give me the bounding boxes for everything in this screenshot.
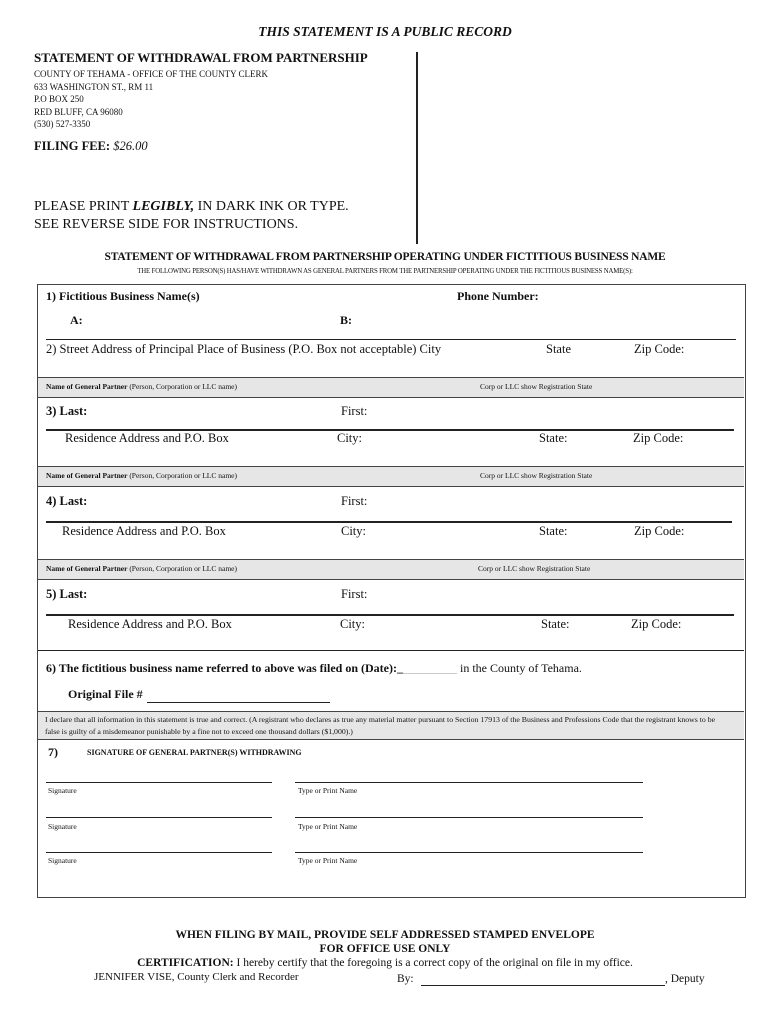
divider	[38, 650, 744, 651]
print-name-line[interactable]	[295, 852, 643, 853]
public-record-notice: THIS STATEMENT IS A PUBLIC RECORD	[258, 24, 512, 39]
print-name-line[interactable]	[295, 782, 643, 783]
partner-zip[interactable]: Zip Code:	[633, 431, 684, 445]
partner-last-name[interactable]: 4) Last:	[46, 494, 88, 508]
form-title: STATEMENT OF WITHDRAWAL FROM PARTNERSHIP	[34, 50, 368, 65]
filed-date-blank: _________	[402, 661, 457, 675]
partner-first-name[interactable]: First:	[341, 494, 368, 508]
partner-state[interactable]: State:	[539, 524, 568, 538]
residence-address[interactable]: Residence Address and P.O. Box	[62, 524, 226, 538]
partner-zip[interactable]: Zip Code:	[631, 617, 682, 631]
declaration-band	[38, 711, 744, 740]
print-name-caption: Type or Print Name	[298, 856, 358, 865]
section-subtitle: THE FOLLOWING PERSON(S) HAS/HAVE WITHDRAWN AS GENERAL PARTNERS FROM THE PARTNERSHIP OPERATING UNDER THE FICTITIOUS BUSINESS NAME(S):	[137, 268, 633, 275]
partner-band-left: Name of General Partner (Person, Corporation or LLC name)	[46, 471, 237, 480]
signature-caption: Signature	[48, 786, 77, 795]
instr-text: PLEASE PRINT	[34, 199, 133, 214]
residence-address[interactable]: Residence Address and P.O. Box	[68, 617, 232, 631]
zip-label[interactable]: Zip Code:	[634, 342, 685, 356]
partner-band	[38, 559, 744, 580]
field-line	[46, 614, 734, 616]
partner-band-right: Corp or LLC show Registration State	[478, 564, 591, 573]
business-name-a[interactable]: A:	[70, 313, 83, 327]
partner-first-name[interactable]: First:	[341, 404, 368, 418]
instr-text: IN DARK INK OR TYPE.	[194, 199, 349, 214]
original-file-label: Original File #	[68, 687, 143, 701]
signature-line[interactable]	[46, 817, 272, 818]
signature-caption: Signature	[48, 856, 77, 865]
partner-band-left: Name of General Partner (Person, Corporation or LLC name)	[46, 564, 237, 573]
partner-city[interactable]: City:	[340, 617, 366, 631]
clerk-name: JENNIFER VISE, County Clerk and Recorder	[94, 971, 299, 983]
signature-section-label: SIGNATURE OF GENERAL PARTNER(S) WITHDRAWING	[87, 748, 302, 757]
phone-label: Phone Number:	[457, 289, 539, 303]
print-instructions	[34, 199, 349, 215]
partner-city[interactable]: City:	[341, 524, 367, 538]
address-line: COUNTY OF TEHAMA - OFFICE OF THE COUNTY CLERK	[34, 69, 269, 79]
filing-fee	[34, 139, 148, 154]
partner-zip[interactable]: Zip Code:	[634, 524, 685, 538]
filing-fee-value: $26.00	[113, 139, 148, 153]
partner-band-left: Name of General Partner (Person, Corporation or LLC name)	[46, 382, 237, 391]
field-line	[46, 339, 736, 340]
certification	[0, 957, 770, 969]
business-name-label: 1) Fictitious Business Name(s)	[46, 289, 200, 303]
residence-address[interactable]: Residence Address and P.O. Box	[65, 431, 229, 445]
filed-date-text: 6) The fictitious business name referred to above was filed on (Date):_	[46, 661, 403, 675]
partner-state[interactable]: State:	[541, 617, 570, 631]
partner-band	[38, 466, 744, 487]
clerk-address	[34, 68, 268, 131]
instr-legibly: LEGIBLY,	[132, 199, 195, 214]
section-title: STATEMENT OF WITHDRAWAL FROM PARTNERSHIP OPERATING UNDER FICTITIOUS BUSINESS NAME	[104, 251, 666, 263]
declaration-text: I declare that all information in this statement is true and correct. (A registrant who declares as true any material matter pursuant to Section 17913 of the Business and Professions Code that the registrant knows to be false is guilty of a misdemeanor punishable by a fine not to exceed one thousand dollars ($1,000).)	[45, 715, 716, 736]
by-label: By:	[397, 973, 414, 985]
address-line: P.O BOX 250	[34, 94, 84, 104]
filed-date-statement[interactable]	[46, 661, 582, 676]
mail-instruction: WHEN FILING BY MAIL, PROVIDE SELF ADDRESSED STAMPED ENVELOPE	[175, 929, 595, 941]
partner-band	[38, 377, 744, 398]
partner-last-name[interactable]: 5) Last:	[46, 587, 88, 601]
deputy-signature-line[interactable]	[421, 985, 665, 986]
signature-caption: Signature	[48, 822, 77, 831]
partner-state[interactable]: State:	[539, 431, 568, 445]
print-name-caption: Type or Print Name	[298, 786, 358, 795]
header-divider	[416, 52, 418, 244]
partner-band-right: Corp or LLC show Registration State	[480, 382, 593, 391]
office-use-only: FOR OFFICE USE ONLY	[319, 943, 451, 955]
state-label[interactable]: State	[546, 342, 571, 356]
certification-label: CERTIFICATION:	[137, 957, 234, 969]
filing-fee-label: FILING FEE:	[34, 139, 111, 153]
print-name-line[interactable]	[295, 817, 643, 818]
partner-last-name[interactable]: 3) Last:	[46, 404, 88, 418]
field-line	[46, 521, 732, 523]
street-address-label[interactable]: 2) Street Address of Principal Place of Business (P.O. Box not acceptable) City	[46, 342, 442, 356]
deputy-label: , Deputy	[665, 973, 705, 985]
business-name-b[interactable]: B:	[340, 313, 352, 327]
signature-line[interactable]	[46, 852, 272, 853]
partner-city[interactable]: City:	[337, 431, 363, 445]
address-line: RED BLUFF, CA 96080	[34, 106, 123, 117]
original-file-input[interactable]	[147, 702, 330, 703]
county-text: in the County of Tehama.	[456, 661, 582, 675]
address-line: 633 WASHINGTON ST., RM 11	[34, 81, 154, 92]
certification-text: I hereby certify that the foregoing is a correct copy of the original on file in my office.	[233, 957, 633, 969]
address-line: (530) 527-3350	[34, 119, 91, 129]
signature-item-number: 7)	[48, 745, 58, 759]
print-name-caption: Type or Print Name	[298, 822, 358, 831]
signature-line[interactable]	[46, 782, 272, 783]
reverse-side-note: SEE REVERSE SIDE FOR INSTRUCTIONS.	[34, 217, 299, 232]
partner-band-right: Corp or LLC show Registration State	[480, 471, 593, 480]
partner-first-name[interactable]: First:	[341, 587, 368, 601]
